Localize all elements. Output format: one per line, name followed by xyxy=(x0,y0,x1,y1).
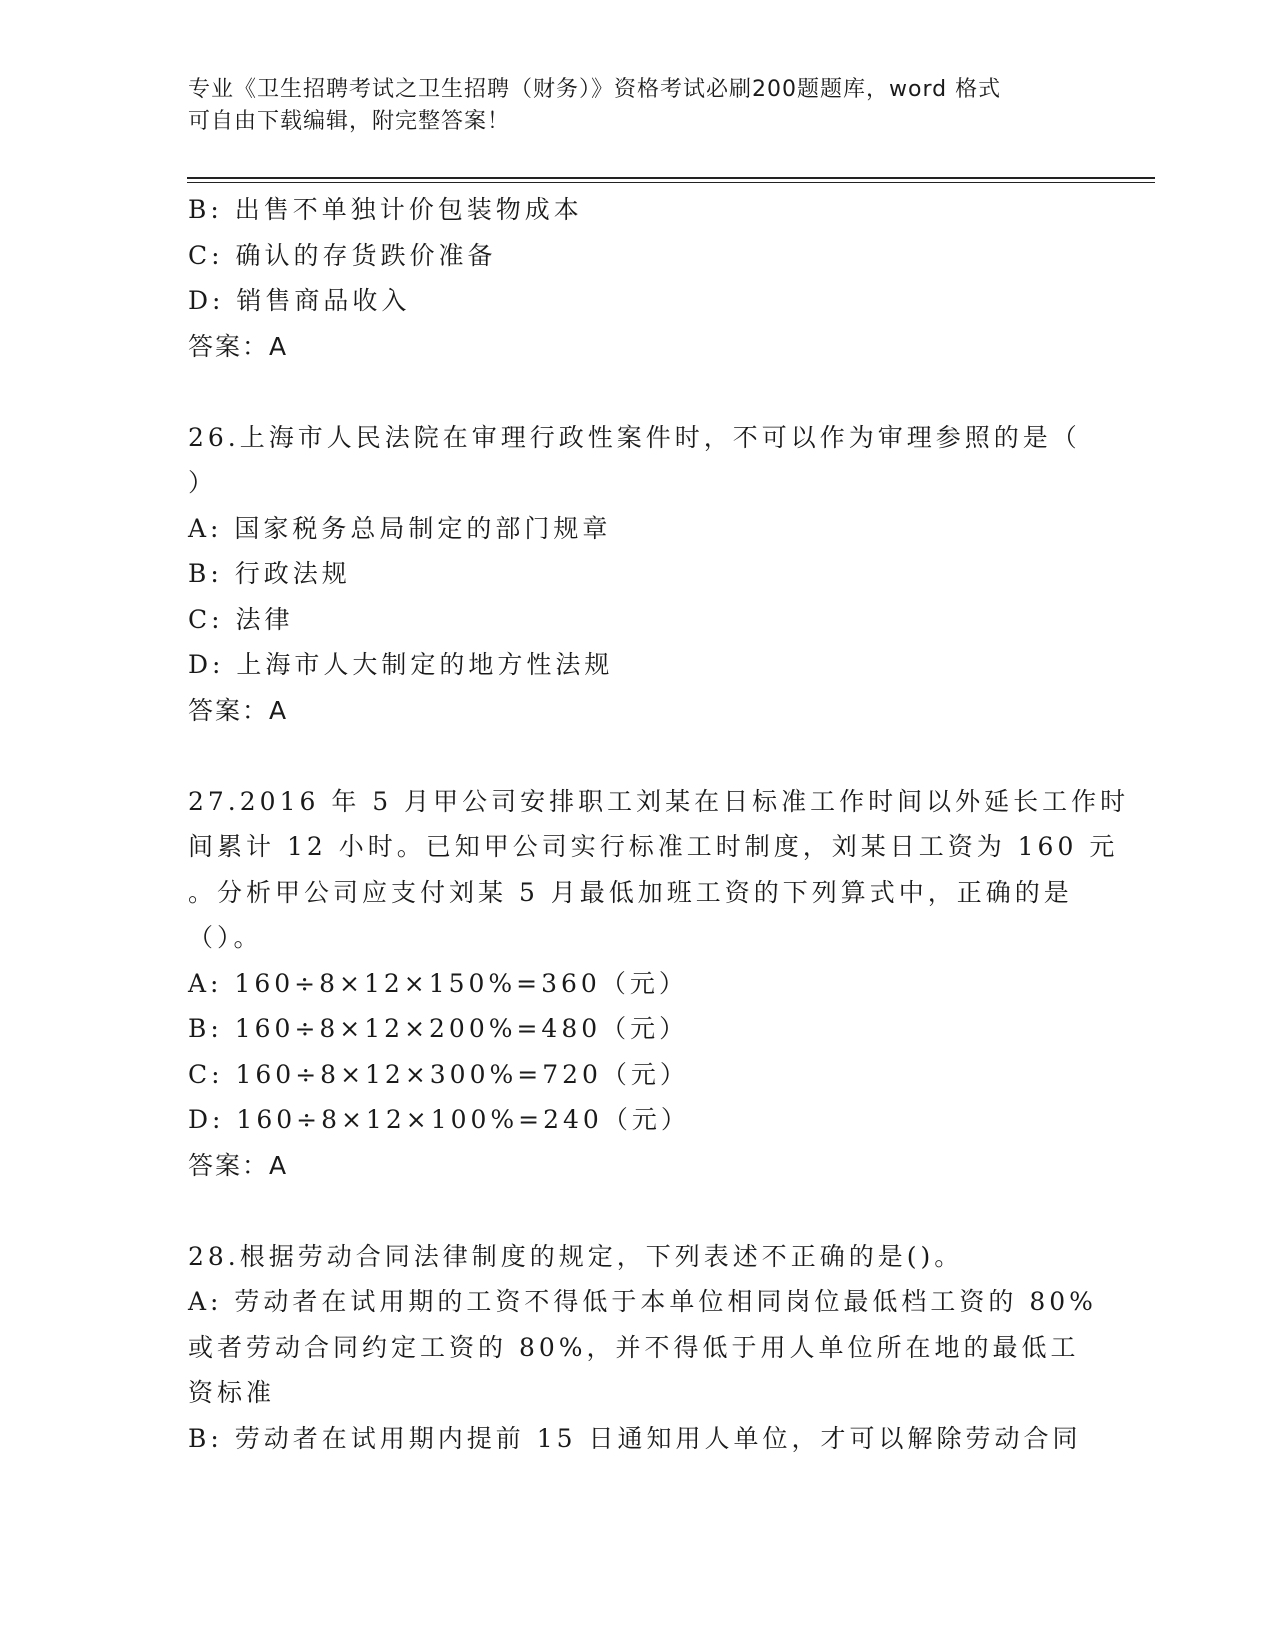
q27-answer: 答案：A xyxy=(188,1150,289,1180)
q26-option-b: B: 行政法规 xyxy=(188,559,351,588)
page-header xyxy=(188,74,1088,138)
q27-option-d: D: 160÷8×12×100%=240（元） xyxy=(188,1105,690,1134)
question-27 xyxy=(188,779,1130,1189)
question-25 xyxy=(188,187,1088,369)
q27-stem-line-2: 间累计 12 小时。已知甲公司实行标准工时制度，刘某日工资为 160 元 xyxy=(188,832,1119,861)
q26-answer: 答案：A xyxy=(188,695,289,725)
q26-option-d: D: 上海市人大制定的地方性法规 xyxy=(188,650,614,679)
question-list xyxy=(188,187,1130,1461)
question-26 xyxy=(188,415,1088,734)
q28-option-a-line-3: 资标准 xyxy=(188,1378,276,1407)
q27-stem-line-1: 27.2016 年 5 月甲公司安排职工刘某在日标准工作时间以外延长工作时 xyxy=(188,786,1130,816)
q28-option-a-line-1: A: 劳动者在试用期的工资不得低于本单位相同岗位最低档工资的 80% xyxy=(188,1287,1097,1316)
q26-stem-line-2: ） xyxy=(188,468,218,497)
q26-option-c: C: 法律 xyxy=(188,604,294,634)
q26-option-a: A: 国家税务总局制定的部门规章 xyxy=(188,513,612,543)
q25-option-b: B: 出售不单独计价包装物成本 xyxy=(188,195,583,224)
q25-answer: 答案：A xyxy=(188,331,289,361)
header-divider-thin xyxy=(187,182,1155,183)
q27-stem-line-3: 。分析甲公司应支付刘某 5 月最低加班工资的下列算式中，正确的是 xyxy=(188,877,1073,907)
header-title-line-2: 可自由下载编辑，附完整答案！ xyxy=(188,109,511,134)
spacer xyxy=(188,369,1088,415)
q26-stem-line-1: 26.上海市人民法院在审理行政性案件时，不可以作为审理参照的是（ xyxy=(188,422,1081,452)
q27-option-c: C: 160÷8×12×300%=720（元） xyxy=(188,1059,689,1089)
q25-option-d: D: 销售商品收入 xyxy=(188,286,411,315)
q27-option-a: A: 160÷8×12×150%=360（元） xyxy=(188,968,688,998)
q28-option-b: B: 劳动者在试用期内提前 15 日通知用人单位，才可以解除劳动合同 xyxy=(188,1423,1082,1453)
header-divider-thick xyxy=(187,177,1155,179)
q28-stem-line-1: 28.根据劳动合同法律制度的规定，下列表述不正确的是()。 xyxy=(188,1241,964,1271)
question-28 xyxy=(188,1234,1097,1462)
q28-option-a-line-2: 或者劳动合同约定工资的 80%，并不得低于用人单位所在地的最低工 xyxy=(188,1332,1080,1362)
q27-option-b: B: 160÷8×12×200%=480（元） xyxy=(188,1014,689,1043)
q25-option-c: C: 确认的存货跌价准备 xyxy=(188,240,497,270)
q27-stem-line-4: （）。 xyxy=(188,923,263,952)
spacer xyxy=(188,1188,1088,1234)
spacer xyxy=(188,733,1088,779)
header-title-line-1: 专业《卫生招聘考试之卫生招聘（财务）》资格考试必刷200题题库，word 格式 xyxy=(188,77,1002,102)
